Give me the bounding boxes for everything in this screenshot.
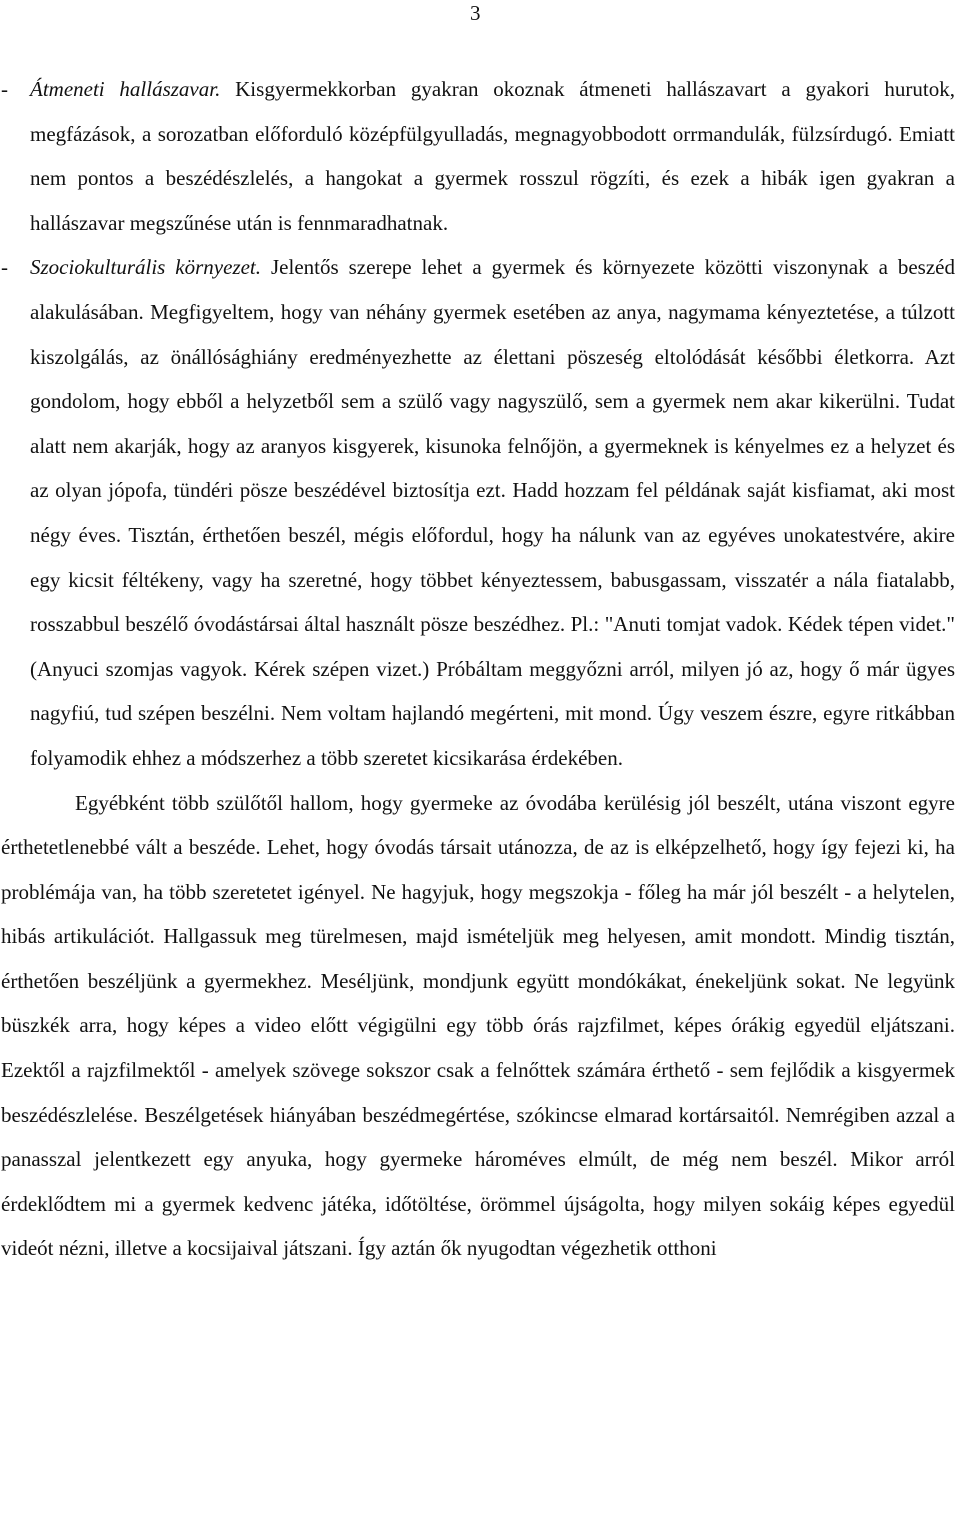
list-item-text: Kisgyermekkorban gyakran okoznak átmeneti hallászavart a gyakori hurutok, megfázások, a sorozatban előforduló középfülgyulladás, megnagyobbodott orrmandulák, fülzsírdugó. Emiatt nem pontos a beszédészlelés, a hangokat a gyermek rosszul rögzíti, és ezek a hibák igen gyakran a hallászavar megszűnése után is fennmaradhatnak. — [30, 77, 955, 235]
page-number: 3 — [470, 1, 481, 25]
list-dash: - — [1, 77, 8, 101]
list-item-hearing-disorder — [1, 67, 955, 245]
page-body — [1, 67, 955, 1271]
list-item-text: Jelentős szerepe lehet a gyermek és környezete közötti viszonynak a beszéd alakulásában. Megfigyeltem, hogy van néhány gyermek esetében az anya, nagymama kényeztetése, a túlzott kiszolgálás, az önállósághiány eredményezhette az élettani pöszeség eltolódását későbbi életkorra. Azt gondolom, hogy ebből a helyzetből sem a szülő vagy nagyszülő, sem a gyermek nem akar kikerülni. Tudat alatt nem akarják, hogy az aranyos kisgyerek, kisunoka felnőjön, a gyermeknek is kényelmes ez a helyzet és az olyan jópofa, tündéri pösze beszédével biztosítja ezt. Hadd hozzam fel példának saját kisfiamat, aki most négy éves. Tisztán, érthetően beszél, mégis előfordul, hogy ha nálunk van az egyéves unokatestvére, akire egy kicsit féltékeny, vagy ha szeretné, hogy többet kényeztessem, babusgassam, visszatér a nála fiatalabb, rosszabbul beszélő óvodástársai által használt pösze beszédhez. Pl.: "Anuti tomjat vadok. Kédek tépen videt." (Anyuci szomjas vagyok. Kérek szépen vizet.) Próbáltam meggyőzni arról, milyen jó az, hogy ő már ügyes nagyfiú, tud szépen beszélni. Nem voltam hajlandó megérteni, mit mond. Úgy veszem észre, egyre ritkábban folyamodik ehhez a módszerhez a több szeretet kicsikarása érdekében. — [30, 255, 955, 770]
list-item-sociocultural — [1, 245, 955, 780]
list-item-title: Átmeneti hallászavar. — [30, 77, 221, 101]
body-paragraph: Egyébként több szülőtől hallom, hogy gyermeke az óvodába kerülésig jól beszélt, utána viszont egyre érthetetlenebbé vált a beszéde. Lehet, hogy óvodás társait utánozza, de az is elképzelhető, hogy így fejezi ki, ha problémája van, ha több szeretetet igényel. Ne hagyjuk, hogy megszokja - főleg ha már jól beszélt - a helytelen, hibás artikulációt. Hallgassuk meg türelmesen, majd ismételjük meg helyesen, amit mondott. Mindig tisztán, érthetően beszéljünk a gyermekhez. Meséljünk, mondjunk együtt mondókákat, énekeljünk sokat. Ne legyünk büszkék arra, hogy képes a video előtt végigülni egy több órás rajzfilmet, képes órákig egyedül eljátszani. Ezektől a rajzfilmektől - amelyek szövege sokszor csak a felnőttek számára érthető - sem fejlődik a kisgyermek beszédészlelése. Beszélgetések hiányában beszédmegértése, szókincse elmarad kortársaitól. Nemrégiben azzal a panasszal jelentkezett egy anyuka, hogy gyermeke hároméves elmúlt, de még nem beszél. Mikor arról érdeklődtem mi a gyermek kedvenc játéka, időtöltése, örömmel újságolta, hogy milyen sokáig képes egyedül videót nézni, illetve a kocsijaival játszani. Így aztán ők nyugodtan végezhetik otthoni — [1, 790, 955, 1261]
list-item-title: Szociokulturális környezet. — [30, 255, 262, 280]
list-dash: - — [1, 255, 8, 280]
